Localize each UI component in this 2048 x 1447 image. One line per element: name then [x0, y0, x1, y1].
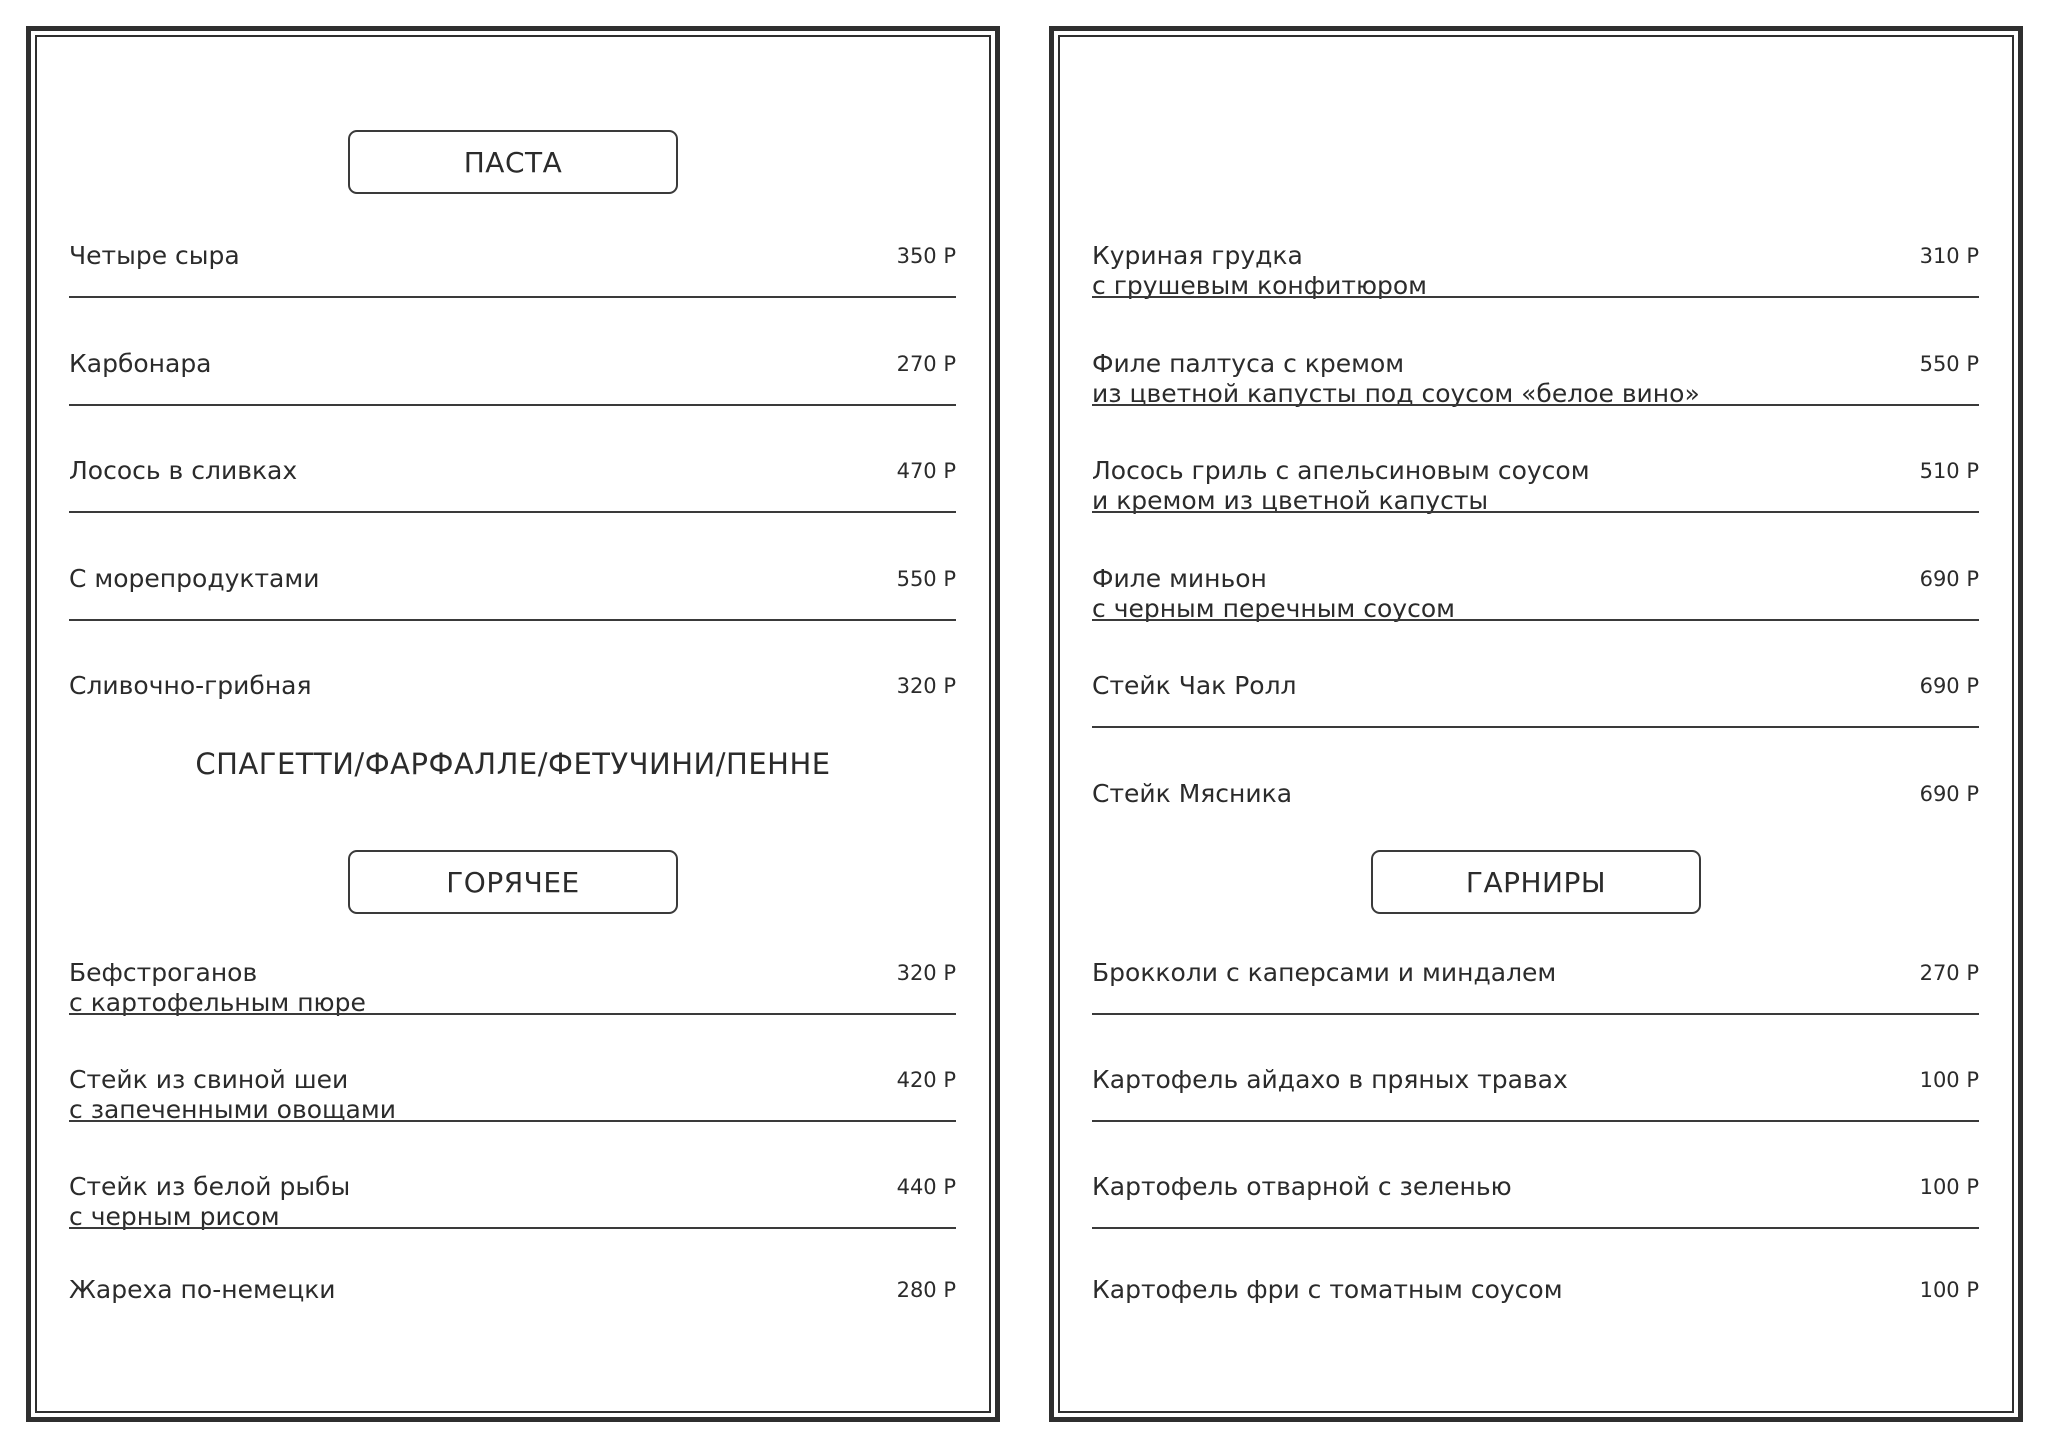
item-name: Жареха по-немецки [69, 1275, 336, 1304]
divider [1092, 619, 1979, 621]
item-name: Стейк из белой рыбы с черным рисом [69, 1172, 351, 1231]
divider [69, 404, 956, 406]
item-price: 470 Р [896, 459, 956, 483]
section-title-sides: ГАРНИРЫ [1371, 850, 1701, 914]
item-price: 320 Р [896, 674, 956, 698]
item-name: С морепродуктами [69, 564, 320, 593]
menu-item [69, 1065, 956, 1165]
divider [69, 1227, 956, 1229]
item-price: 100 Р [1919, 1278, 1979, 1302]
item-name: Стейк Чак Ролл [1092, 671, 1297, 700]
item-name: Лосось в сливках [69, 456, 298, 485]
menu-item [1092, 671, 1979, 771]
menu-item [1092, 1172, 1979, 1272]
item-price: 100 Р [1919, 1175, 1979, 1199]
menu-page-right [1049, 26, 2023, 1422]
item-name: Карбонара [69, 349, 212, 378]
menu-item [1092, 241, 1979, 341]
menu-item [1092, 779, 1979, 879]
menu-item [1092, 1065, 1979, 1165]
divider [69, 619, 956, 621]
item-name: Филе миньон с черным перечным соусом [1092, 564, 1455, 623]
divider [1092, 726, 1979, 728]
divider [69, 1013, 956, 1015]
item-name: Лосось гриль с апельсиновым соусом и кремом из цветной капусты [1092, 456, 1590, 515]
item-price: 690 Р [1919, 674, 1979, 698]
menu-item [69, 958, 956, 1058]
item-name: Куриная грудка с грушевым конфитюром [1092, 241, 1428, 300]
item-name: Сливочно-грибная [69, 671, 312, 700]
menu-item [69, 456, 956, 556]
item-name: Бефстроганов с картофельным пюре [69, 958, 366, 1017]
divider [1092, 511, 1979, 513]
item-price: 440 Р [896, 1175, 956, 1199]
divider [1092, 1227, 1979, 1229]
section-title-hot: ГОРЯЧЕЕ [348, 850, 678, 914]
menu-page-left [26, 26, 1000, 1422]
pasta-types-note: СПАГЕТТИ/ФАРФАЛЛЕ/ФЕТУЧИНИ/ПЕННЕ [195, 747, 831, 781]
menu-item [1092, 349, 1979, 449]
item-name: Картофель айдахо в пряных травах [1092, 1065, 1568, 1094]
item-name: Стейк из свиной шеи с запеченными овощами [69, 1065, 396, 1124]
menu-item [69, 349, 956, 449]
item-price: 510 Р [1919, 459, 1979, 483]
item-price: 420 Р [896, 1068, 956, 1092]
menu-item [1092, 456, 1979, 556]
item-price: 690 Р [1919, 782, 1979, 806]
menu-item [69, 241, 956, 341]
item-name: Стейк Мясника [1092, 779, 1293, 808]
item-name: Четыре сыра [69, 241, 240, 270]
divider [1092, 1013, 1979, 1015]
item-price: 550 Р [1919, 352, 1979, 376]
menu-item [69, 1275, 956, 1375]
item-price: 280 Р [896, 1278, 956, 1302]
menu-item [1092, 564, 1979, 664]
item-price: 320 Р [896, 961, 956, 985]
item-name: Брокколи с каперсами и миндалем [1092, 958, 1557, 987]
menu-item [1092, 1275, 1979, 1375]
item-name: Картофель отварной с зеленью [1092, 1172, 1512, 1201]
divider [1092, 296, 1979, 298]
item-price: 270 Р [896, 352, 956, 376]
item-price: 690 Р [1919, 567, 1979, 591]
menu-item [69, 564, 956, 664]
item-price: 100 Р [1919, 1068, 1979, 1092]
menu-item [69, 671, 956, 771]
divider [1092, 404, 1979, 406]
divider [69, 296, 956, 298]
item-price: 270 Р [1919, 961, 1979, 985]
item-name: Филе палтуса с кремом из цветной капусты под соусом «белое вино» [1092, 349, 1700, 408]
menu-item [69, 1172, 956, 1272]
item-price: 310 Р [1919, 244, 1979, 268]
section-title-pasta: ПАСТА [348, 130, 678, 194]
menu-item [1092, 958, 1979, 1058]
item-price: 550 Р [896, 567, 956, 591]
divider [69, 1120, 956, 1122]
item-name: Картофель фри с томатным соусом [1092, 1275, 1563, 1304]
divider [69, 511, 956, 513]
item-price: 350 Р [896, 244, 956, 268]
divider [1092, 1120, 1979, 1122]
